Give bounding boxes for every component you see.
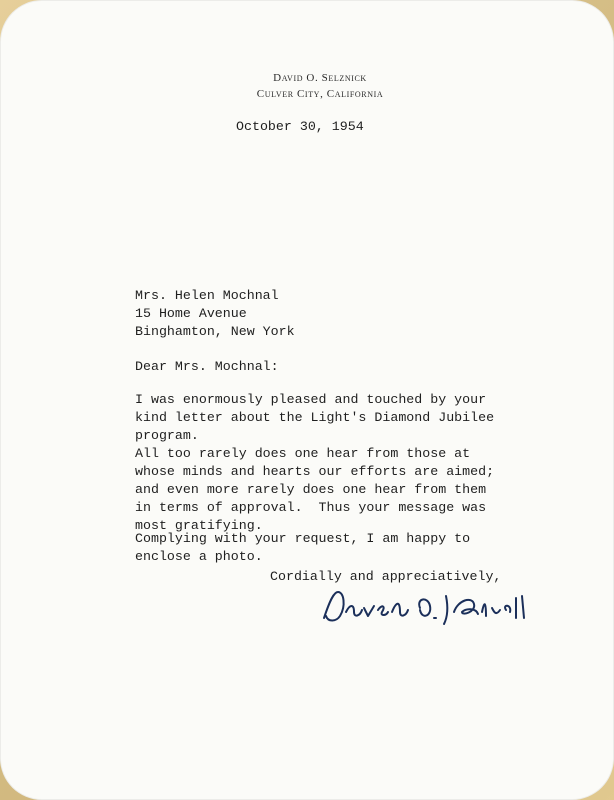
handwritten-signature <box>316 582 542 630</box>
paragraph-line: program. <box>135 428 199 443</box>
paragraph-2 <box>135 445 494 535</box>
letterhead-name: David O. Selznick <box>273 72 367 84</box>
paragraph-3 <box>135 530 470 566</box>
recipient-name: Mrs. Helen Mochnal <box>135 288 279 303</box>
letterhead <box>0 72 614 100</box>
recipient-city: Binghamton, New York <box>135 324 295 339</box>
paragraph-1 <box>135 391 494 445</box>
paragraph-line: kind letter about the Light's Diamond Jubilee <box>135 410 495 425</box>
paragraph-line: Complying with your request, I am happy to <box>135 531 471 546</box>
paragraph-line: most gratifying. <box>135 518 263 533</box>
paragraph-line: and even more rarely does one hear from them <box>135 482 487 497</box>
recipient-street: 15 Home Avenue <box>135 306 247 321</box>
paragraph-line: in terms of approval. Thus your message was <box>135 500 487 515</box>
paragraph-line: whose minds and hearts our efforts are aimed; <box>135 464 495 479</box>
paragraph-line: enclose a photo. <box>135 549 263 564</box>
recipient-address <box>135 287 295 341</box>
salutation: Dear Mrs. Mochnal: <box>135 359 279 374</box>
paragraph-line: All too rarely does one hear from those at <box>135 446 471 461</box>
paragraph-line: I was enormously pleased and touched by your <box>135 392 487 407</box>
closing: Cordially and appreciatively, <box>270 569 502 584</box>
letter-date: October 30, 1954 <box>236 119 364 134</box>
letterhead-place: Culver City, California <box>256 88 384 100</box>
